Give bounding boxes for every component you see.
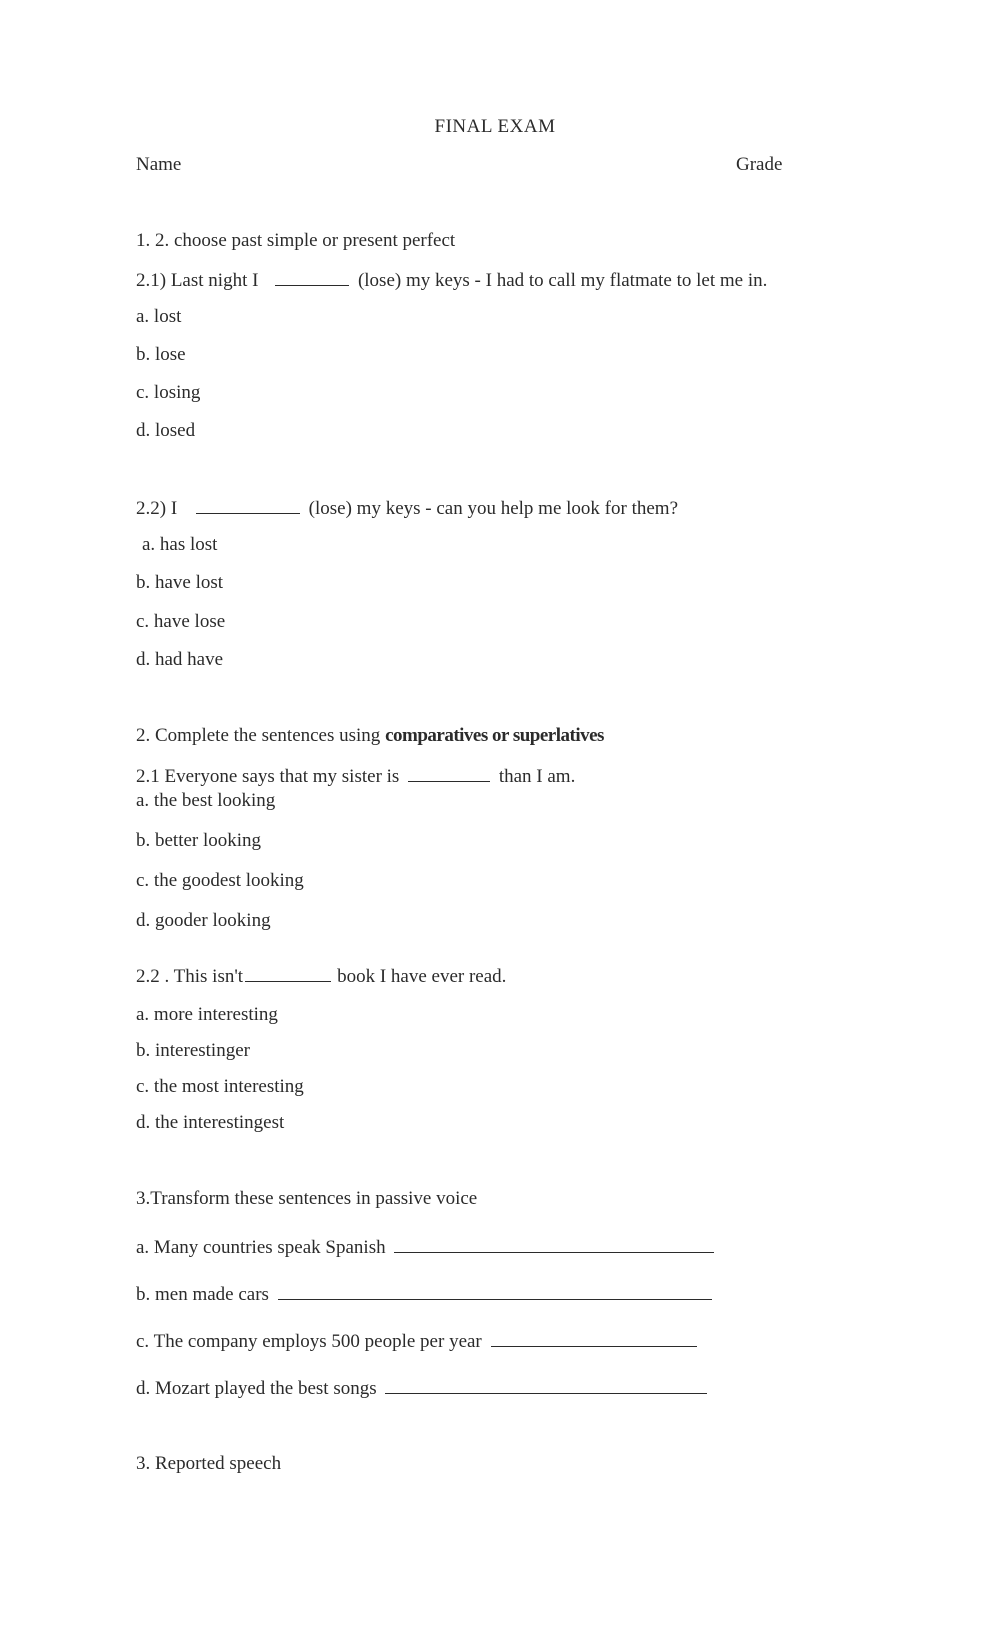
answer-blank (275, 267, 349, 286)
answer-line (491, 1328, 697, 1347)
answer-blank (245, 963, 331, 982)
answer-blank (196, 495, 300, 514)
answer-line (394, 1234, 714, 1253)
question-comparative-1-before: 2.1 Everyone says that my sister is (136, 766, 400, 787)
grade-label: Grade (736, 154, 783, 175)
question-2-1-text: (lose) my keys - I had to call my flatmate to let me in. (357, 270, 768, 291)
option-c: c. losing (136, 382, 201, 403)
option-d: d. gooder looking (136, 910, 271, 931)
option-b: b. have lost (136, 572, 224, 593)
section4-heading: 3. Reported speech (136, 1453, 282, 1474)
answer-blank (408, 763, 490, 782)
option-a: a. the best looking (136, 790, 276, 811)
section3-heading: 3.Transform these sentences in passive voice (136, 1188, 478, 1209)
question-superlative-2 (136, 963, 506, 989)
exam-title: FINAL EXAM (434, 116, 556, 137)
passive-item-a (136, 1234, 714, 1260)
option-c: c. the most interesting (136, 1076, 304, 1097)
option-a: a. has lost (142, 534, 218, 555)
passive-item-c-text: c. The company employs 500 people per year (136, 1331, 482, 1352)
option-d: d. had have (136, 649, 224, 670)
question-2-2-text: (lose) my keys - can you help me look for them? (308, 498, 678, 519)
option-d: d. the interestingest (136, 1112, 285, 1133)
option-a: a. more interesting (136, 1004, 278, 1025)
section2-heading-emphasis: comparatives or superlatives (385, 725, 604, 746)
passive-item-b-text: b. men made cars (136, 1284, 269, 1305)
section1-heading: 1. 2. choose past simple or present perfect (136, 230, 456, 251)
question-2-1 (136, 267, 767, 293)
section2-heading (136, 724, 604, 748)
question-comparative-1-after: than I am. (498, 766, 576, 787)
name-label: Name (136, 154, 182, 175)
passive-item-d (136, 1375, 707, 1401)
question-2-2-number: 2.2) I (136, 498, 178, 519)
passive-item-b (136, 1281, 712, 1307)
option-b: b. lose (136, 344, 186, 365)
option-c: c. have lose (136, 611, 226, 632)
question-2-2 (136, 495, 678, 521)
option-d: d. losed (136, 420, 196, 441)
question-2-1-number: 2.1) Last night I (136, 270, 259, 291)
option-a: a. lost (136, 306, 182, 327)
option-b: b. interestinger (136, 1040, 250, 1061)
question-superlative-2-before: 2.2 . This isn't (136, 966, 244, 987)
option-c: c. the goodest looking (136, 870, 304, 891)
question-comparative-1 (136, 763, 575, 789)
option-b: b. better looking (136, 830, 262, 851)
answer-line (385, 1375, 707, 1394)
passive-item-a-text: a. Many countries speak Spanish (136, 1237, 386, 1258)
passive-item-d-text: d. Mozart played the best songs (136, 1378, 377, 1399)
passive-item-c (136, 1328, 697, 1354)
question-superlative-2-after: book I have ever read. (337, 966, 507, 987)
section2-heading-text: 2. Complete the sentences using (136, 725, 386, 746)
answer-line (278, 1281, 712, 1300)
